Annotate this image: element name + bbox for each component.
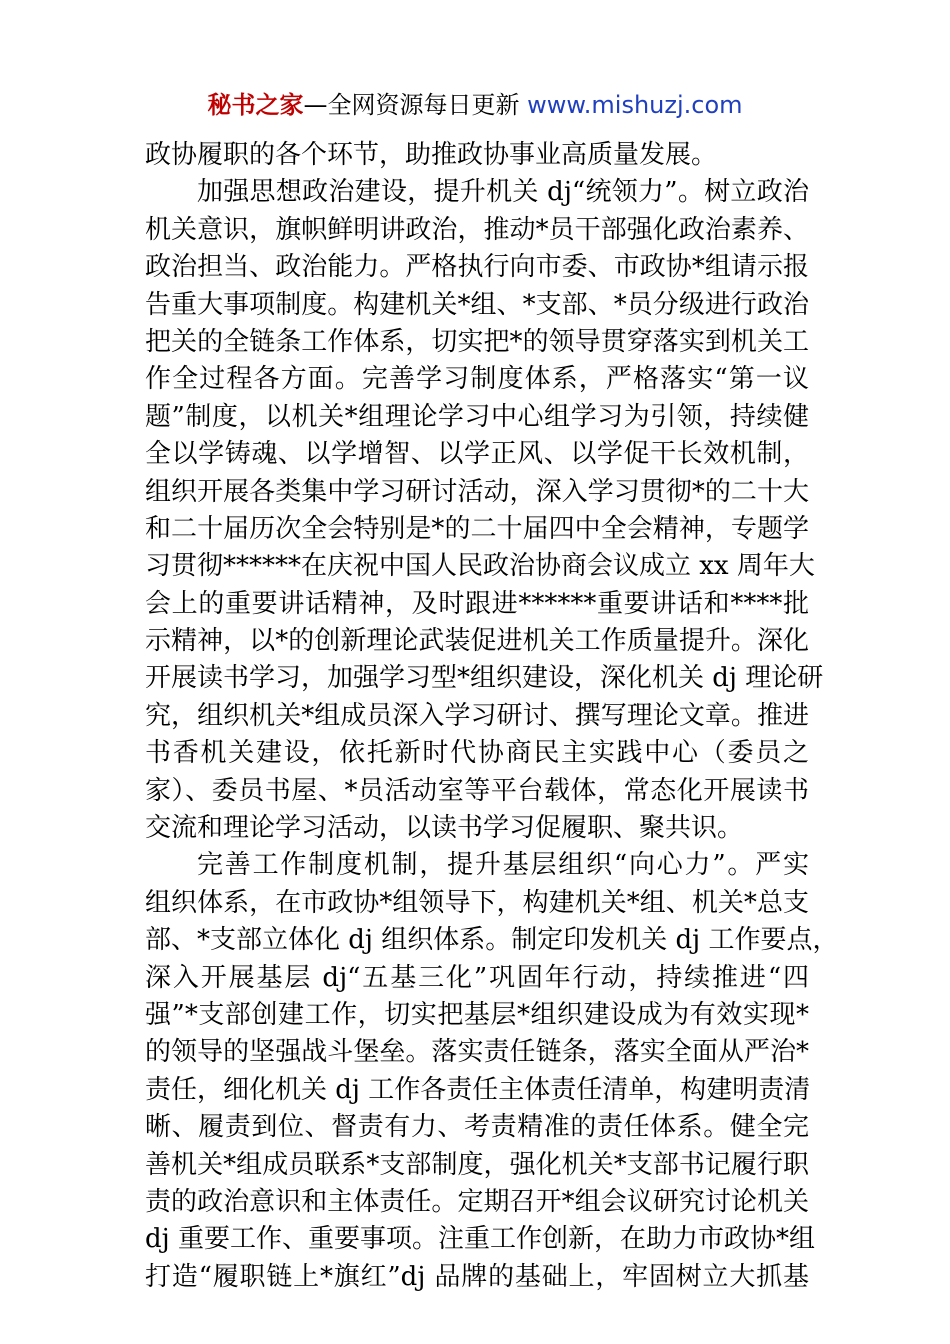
text-line: 晰、履责到位、督责有力、考责精准的责任体系。健全完 [145,1112,809,1143]
text-line: 机关意识，旗帜鲜明讲政治，推动*员干部强化政治素养、 [145,214,809,245]
text-line: 责任，细化机关 dj 工作各责任主体责任清单，构建明责清 [145,1074,811,1105]
text-line: 示精神，以*的创新理论武装促进机关工作质量提升。深化 [145,626,809,657]
text-line: 打造“履职链上*旗红”dj 品牌的基础上，牢固树立大抓基 [145,1261,809,1292]
text-line: 政治担当、政治能力。严格执行向市委、市政协*组请示报 [145,252,809,283]
text-line: 书香机关建设，依托新时代协商民主实践中心（委员之 [145,738,809,769]
text-line: 究，组织机关*组成员深入学习研讨、撰写理论文章。推进 [145,700,809,731]
text-line: 的领导的坚强战斗堡垒。落实责任链条，落实全面从严治* [145,1037,809,1068]
text-line: 开展读书学习，加强学习型*组织建设，深化机关 dj 理论研 [145,663,824,694]
paragraph-start-line: 加强思想政治建设，提升机关 dj“统领力”。树立政治 [197,177,809,208]
text-line: 政协履职的各个环节，助推政协事业高质量发展。 [145,140,718,170]
text-line: 深入开展基层 dj“五基三化”巩固年行动，持续推进“四 [145,962,809,993]
text-line: 责的政治意识和主体责任。定期召开*组会议研究讨论机关 [145,1186,809,1217]
text-line: 家）、委员书屋、*员活动室等平台载体，常态化开展读书 [145,775,809,806]
site-url-link[interactable]: www.mishuzj.com [527,91,743,119]
text-line: 全以学铸魂、以学增智、以学正风、以学促干长效机制， [145,439,809,470]
text-line: 习贯彻******在庆祝中国人民政治协商会议成立 xx 周年大 [145,551,815,582]
text-line: 会上的重要讲话精神，及时跟进******重要讲话和****批 [145,588,809,619]
site-brand: 秘书之家 [207,91,304,119]
text-line: 部、*支部立体化 dj 组织体系。制定印发机关 dj 工作要点， [145,925,839,956]
text-line: 告重大事项制度。构建机关*组、*支部、*员分级进行政治 [145,289,809,320]
text-line: 把关的全链条工作体系，切实把*的领导贯穿落实到机关工 [145,326,809,357]
text-line: 题”制度，以机关*组理论学习中心组学习为引领，持续健 [145,401,809,432]
text-line: 和二十届历次全会特别是*的二十届四中全会精神，专题学 [145,513,809,544]
paragraph-start-line: 完善工作制度机制，提升基层组织“向心力”。严实 [197,850,809,881]
document-body [145,137,839,1296]
site-tagline: —全网资源每日更新 [303,91,528,119]
text-line: 强”*支部创建工作，切实把基层*组织建设成为有效实现* [145,999,809,1030]
text-line: 作全过程各方面。完善学习制度体系，严格落实“第一议 [145,364,809,395]
text-line: 组织开展各类集中学习研讨活动，深入学习贯彻*的二十大 [145,476,809,507]
text-line: 交流和理论学习活动，以读书学习促履职、聚共识。 [145,813,744,844]
site-header [0,90,950,120]
text-line: dj 重要工作、重要事项。注重工作创新，在助力市政协*组 [145,1224,815,1255]
text-line: 善机关*组成员联系*支部制度，强化机关*支部书记履行职 [145,1149,809,1180]
text-line: 组织体系，在市政协*组领导下，构建机关*组、机关*总支 [145,887,809,918]
